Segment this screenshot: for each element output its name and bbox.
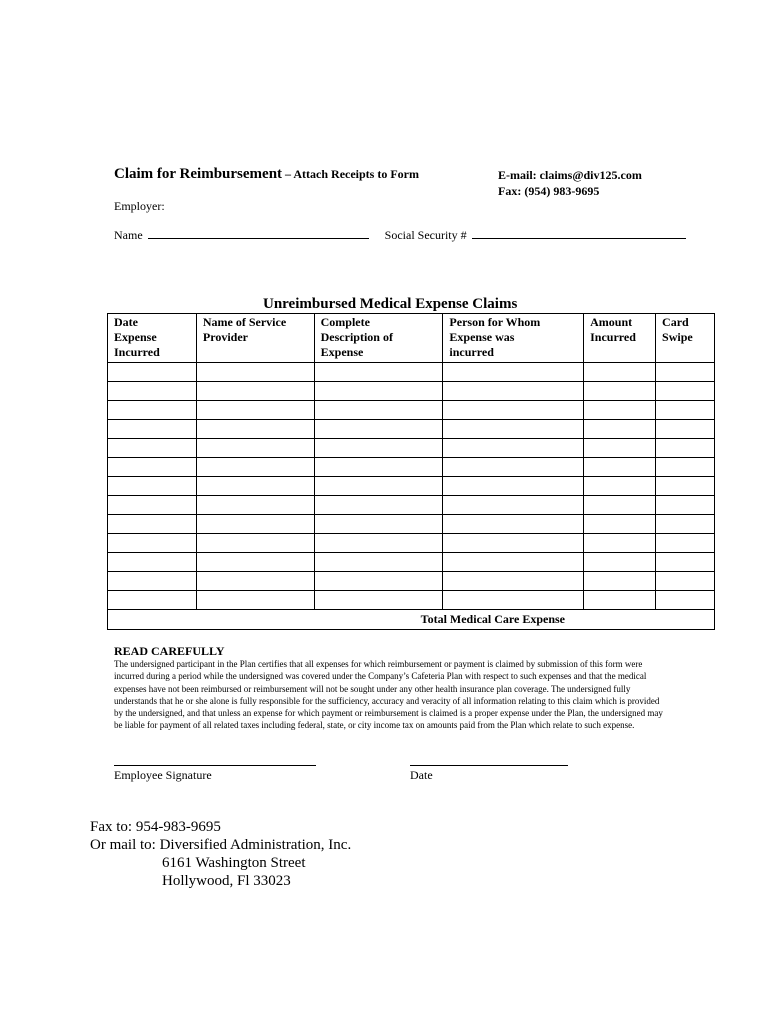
mail-city: Hollywood, Fl 33023 xyxy=(162,873,291,889)
contact-email: E-mail: claims@div125.com xyxy=(498,168,642,182)
claim-row xyxy=(108,553,715,572)
header-card-swipe xyxy=(656,314,715,363)
claim-cell[interactable] xyxy=(196,591,314,610)
claim-cell[interactable] xyxy=(443,534,584,553)
claim-row xyxy=(108,534,715,553)
claim-cell[interactable] xyxy=(656,363,715,382)
claim-row xyxy=(108,515,715,534)
claim-cell[interactable] xyxy=(108,458,197,477)
claim-cell[interactable] xyxy=(314,515,443,534)
claim-cell[interactable] xyxy=(443,401,584,420)
claim-cell[interactable] xyxy=(196,534,314,553)
header-line: Incurred xyxy=(114,345,160,359)
header-line: Amount xyxy=(590,315,633,329)
header-line: Complete xyxy=(320,315,370,329)
name-ssn-row xyxy=(114,228,686,243)
claim-cell[interactable] xyxy=(196,515,314,534)
date-label: Date xyxy=(410,768,433,782)
claim-cell[interactable] xyxy=(314,534,443,553)
claim-row xyxy=(108,382,715,401)
claim-cell[interactable] xyxy=(584,420,656,439)
claim-cell[interactable] xyxy=(314,477,443,496)
claim-cell[interactable] xyxy=(443,553,584,572)
claim-cell[interactable] xyxy=(196,401,314,420)
claim-cell[interactable] xyxy=(584,553,656,572)
claim-cell[interactable] xyxy=(584,572,656,591)
mail-to-line: Or mail to: Diversified Administration, Inc. xyxy=(90,837,352,853)
header-line: Person for Whom xyxy=(449,315,541,329)
form-title-main: Claim for Reimbursement xyxy=(114,166,283,182)
claims-table-body xyxy=(108,363,715,610)
form-title-subtitle: – Attach Receipts to Form xyxy=(282,167,419,181)
header-description xyxy=(314,314,443,363)
claim-cell[interactable] xyxy=(196,572,314,591)
claim-row xyxy=(108,420,715,439)
claim-cell[interactable] xyxy=(108,382,197,401)
claim-row xyxy=(108,591,715,610)
claim-cell[interactable] xyxy=(656,458,715,477)
claim-cell[interactable] xyxy=(196,496,314,515)
claim-cell[interactable] xyxy=(314,572,443,591)
header-date-expense-incurred xyxy=(108,314,197,363)
claim-cell[interactable] xyxy=(443,591,584,610)
header-line: Card xyxy=(662,315,689,329)
certification-text: The undersigned participant in the Plan certifies that all expenses for which reimbursement or payment is claimed by submission of this form were incurred during a period while the undersigned was covered under the Company’s Cafeteria Plan with respect to such expenses and that the medical expenses have not been reimbursed or reimbursement will not be sought under any other health insurance plan coverage. The undersigned fully understands that he or she alone is fully responsible for the sufficiency, accuracy and veracity of all information relating to this claim which is provided by the undersigned, and that unless an expense for which payment or reimbursement is claimed is a proper expense under the Plan, the undersigned may be liable for payment of all related taxes including federal, state, or city income tax on amounts paid from the Plan which relate to such expense. xyxy=(114,659,663,731)
header-line: Expense was xyxy=(449,330,515,344)
claim-cell[interactable] xyxy=(196,439,314,458)
claim-cell[interactable] xyxy=(196,553,314,572)
claim-cell[interactable] xyxy=(443,496,584,515)
claim-cell[interactable] xyxy=(584,382,656,401)
claim-cell[interactable] xyxy=(584,534,656,553)
claim-row xyxy=(108,477,715,496)
contact-fax: Fax: (954) 983-9695 xyxy=(498,184,600,198)
claim-cell[interactable] xyxy=(196,458,314,477)
claim-cell[interactable] xyxy=(443,439,584,458)
claim-cell[interactable] xyxy=(196,477,314,496)
header-line: incurred xyxy=(449,345,494,359)
claim-cell[interactable] xyxy=(656,382,715,401)
claim-cell[interactable] xyxy=(443,458,584,477)
claim-cell[interactable] xyxy=(314,591,443,610)
claim-cell[interactable] xyxy=(656,401,715,420)
claim-cell[interactable] xyxy=(196,363,314,382)
claim-cell[interactable] xyxy=(196,382,314,401)
claim-cell[interactable] xyxy=(656,591,715,610)
claim-cell[interactable] xyxy=(443,477,584,496)
claim-cell[interactable] xyxy=(314,420,443,439)
header-amount-incurred xyxy=(584,314,656,363)
claim-cell[interactable] xyxy=(108,591,197,610)
claim-cell[interactable] xyxy=(443,363,584,382)
header-line: Swipe xyxy=(662,330,693,344)
header-line: Expense xyxy=(320,345,364,359)
claim-cell[interactable] xyxy=(108,496,197,515)
claim-cell[interactable] xyxy=(584,515,656,534)
claim-cell[interactable] xyxy=(108,439,197,458)
claim-cell[interactable] xyxy=(584,401,656,420)
claim-cell[interactable] xyxy=(656,553,715,572)
claim-cell[interactable] xyxy=(108,477,197,496)
claim-cell[interactable] xyxy=(108,401,197,420)
claim-cell[interactable] xyxy=(584,439,656,458)
date-line[interactable] xyxy=(410,765,568,766)
claim-cell[interactable] xyxy=(108,553,197,572)
name-label: Name xyxy=(114,228,143,242)
claim-cell[interactable] xyxy=(656,496,715,515)
read-carefully-heading: READ CAREFULLY xyxy=(114,644,225,658)
claim-cell[interactable] xyxy=(443,515,584,534)
claim-cell[interactable] xyxy=(584,591,656,610)
total-label: Total Medical Care Expense xyxy=(108,610,715,630)
claim-cell[interactable] xyxy=(656,420,715,439)
header-line: Incurred xyxy=(590,330,636,344)
mail-street: 6161 Washington Street xyxy=(162,855,306,871)
claim-cell[interactable] xyxy=(314,553,443,572)
claim-cell[interactable] xyxy=(584,477,656,496)
claim-cell[interactable] xyxy=(584,363,656,382)
header-line: Expense xyxy=(114,330,157,344)
claim-row xyxy=(108,363,715,382)
claim-cell[interactable] xyxy=(108,515,197,534)
claim-row xyxy=(108,401,715,420)
claim-cell[interactable] xyxy=(196,420,314,439)
claim-cell[interactable] xyxy=(443,420,584,439)
employer-label: Employer: xyxy=(114,199,165,213)
claim-cell[interactable] xyxy=(443,572,584,591)
claim-cell[interactable] xyxy=(314,382,443,401)
claim-cell[interactable] xyxy=(108,363,197,382)
claim-cell[interactable] xyxy=(443,382,584,401)
claim-cell[interactable] xyxy=(656,477,715,496)
header-line: Provider xyxy=(202,330,248,344)
header-line: Date xyxy=(114,315,138,329)
claim-cell[interactable] xyxy=(314,401,443,420)
header-line: Description of xyxy=(320,330,393,344)
table-header-row xyxy=(108,314,715,363)
claim-cell[interactable] xyxy=(656,572,715,591)
claim-cell[interactable] xyxy=(314,363,443,382)
claim-cell[interactable] xyxy=(584,458,656,477)
ssn-field[interactable] xyxy=(472,228,686,239)
claim-cell[interactable] xyxy=(314,458,443,477)
claim-cell[interactable] xyxy=(108,572,197,591)
claim-row xyxy=(108,458,715,477)
claim-cell[interactable] xyxy=(108,534,197,553)
claim-cell[interactable] xyxy=(656,515,715,534)
claim-cell[interactable] xyxy=(656,534,715,553)
claim-cell[interactable] xyxy=(314,439,443,458)
claims-table xyxy=(107,313,715,630)
claim-cell[interactable] xyxy=(314,496,443,515)
header-line: Name of Service xyxy=(202,315,287,329)
header-person xyxy=(443,314,584,363)
form-title xyxy=(114,166,419,183)
claim-row xyxy=(108,439,715,458)
claim-row xyxy=(108,496,715,515)
total-row xyxy=(108,610,715,630)
fax-to-line: Fax to: 954-983-9695 xyxy=(90,819,221,835)
employee-signature-label: Employee Signature xyxy=(114,768,212,782)
employee-signature-line[interactable] xyxy=(114,765,316,766)
table-title: Unreimbursed Medical Expense Claims xyxy=(263,296,518,312)
name-field[interactable] xyxy=(148,228,369,239)
claim-cell[interactable] xyxy=(108,420,197,439)
header-service-provider xyxy=(196,314,314,363)
ssn-label: Social Security # xyxy=(384,228,467,242)
claim-cell[interactable] xyxy=(656,439,715,458)
claim-row xyxy=(108,572,715,591)
claim-cell[interactable] xyxy=(584,496,656,515)
